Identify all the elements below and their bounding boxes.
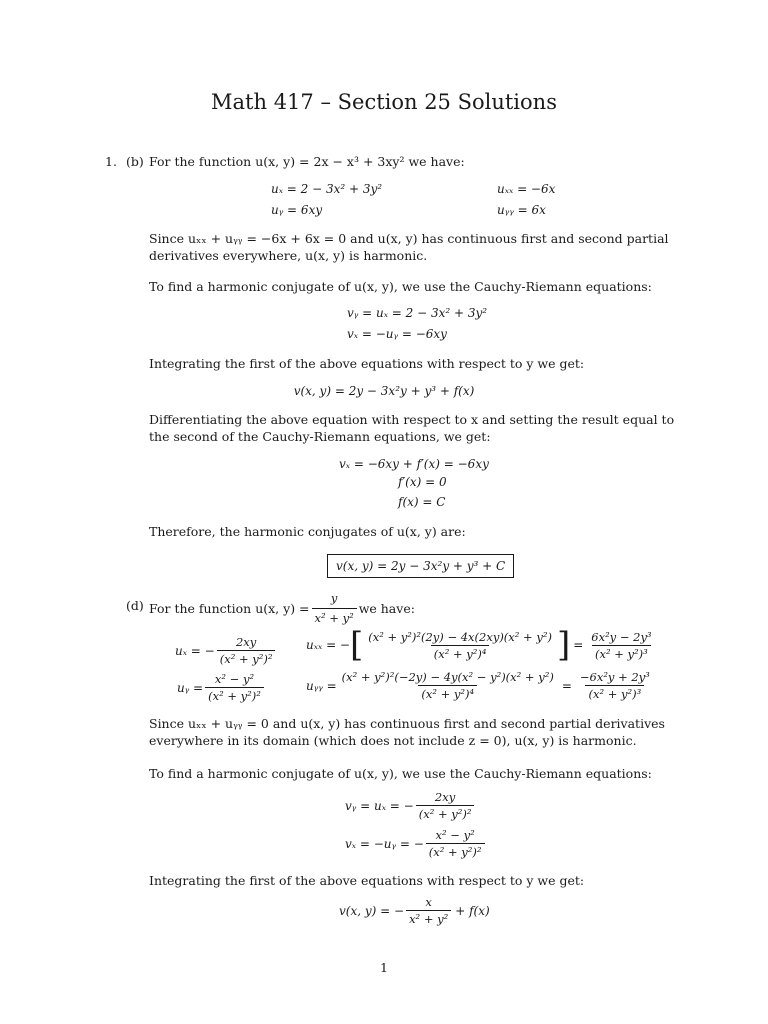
d-eq-uxx-result-fraction [588,630,654,661]
eq-uyy: uᵧᵧ = 6x [497,203,546,217]
diff-equation-3: f(x) = C [398,495,446,509]
v-integral-text: v(x, y) = 2y − 3x²y + y³ + f(x) [293,384,475,398]
fraction-numerator: 2xy [235,635,257,649]
part-d-label: (d) [126,598,144,613]
d-v-integral-equation [339,895,490,926]
fraction-denominator: (x² + y²)² [426,843,485,859]
cr-equation-2: vₓ = −uᵧ = −6xy [347,327,447,341]
problem-number: 1. [105,154,117,169]
part-b-paragraph-harmonic: Since uₓₓ + uᵧᵧ = −6x + 6x = 0 and u(x, y) has continuous first and second partial derivatives everywhere, u(x, y) is harmonic. [149,231,669,263]
fraction-denominator: x² + y² [312,608,357,627]
d-eq-ux [175,635,277,666]
d-v-integral-lhs: v(x, y) = − [339,903,405,918]
part-b-label: (b) [126,154,144,169]
fraction-denominator: (x² + y²)⁴ [418,685,477,701]
fraction-denominator: (x² + y²)² [416,805,475,821]
d-eq-ux-fraction [217,635,276,666]
fraction-numerator: x [425,895,432,909]
d-eq-uyy-fraction [339,670,557,701]
right-bracket: ] [556,625,571,665]
part-d-paragraph-integrate: Integrating the first of the above equations with respect to y we get: [149,873,585,888]
fraction-numerator: x² − y² [435,828,475,842]
eq-ux: uₓ = 2 − 3x² + 3y² [271,182,383,196]
d-eq-uxx-fraction [365,630,555,661]
fraction-denominator: (x² + y²)² [217,650,276,666]
fraction-denominator: (x² + y²)³ [585,685,644,701]
d-cr-equation-1-fraction [416,790,475,821]
d-cr-equation-1 [345,790,476,821]
d-eq-uyy-lhs: uᵧᵧ = [306,678,337,693]
d-eq-uy [177,672,266,703]
fraction-numerator: x² − y² [214,672,255,686]
part-d-intro-post: we have: [358,601,415,616]
d-eq-uyy [306,670,655,701]
diff-equation-2: f′(x) = 0 [398,475,447,489]
fraction-numerator: 6x²y − 2y³ [591,629,652,644]
d-eq-uy-fraction [205,672,264,703]
d-cr-equation-1-lhs: vᵧ = uₓ = − [345,798,414,813]
d-v-integral-fraction [406,895,451,926]
fraction-numerator: −6x²y + 2y³ [579,670,650,684]
part-b-paragraph-conclusion: Therefore, the harmonic conjugates of u(x, y) are: [149,524,466,539]
part-b-paragraph-cr-intro: To find a harmonic conjugate of u(x, y), we use the Cauchy-Riemann equations: [149,279,652,294]
part-b-paragraph-integrate: Integrating the first of the above equations with respect to y we get: [149,356,585,371]
cr-equation-1: vᵧ = uₓ = 2 − 3x² + 3y² [347,306,488,320]
fraction-numerator: 2xy [434,790,456,804]
part-d-paragraph-cr-intro: To find a harmonic conjugate of u(x, y), we use the Cauchy-Riemann equations: [149,766,652,781]
v-integral-equation [0,384,768,398]
equals-sign: = [561,678,572,693]
d-v-integral-rhs: + f(x) [455,903,490,918]
fraction-denominator: (x² + y²)⁴ [431,645,490,661]
part-b-intro: For the function u(x, y) = 2x − x³ + 3xy² we have: [149,154,465,169]
fraction-denominator: x² + y² [406,910,451,926]
diff-equation-1: vₓ = −6xy + f′(x) = −6xy [339,457,489,471]
fraction-denominator: (x² + y²)³ [592,645,651,661]
page-title: Math 417 – Section 25 Solutions [211,90,557,114]
fraction-numerator: y [330,591,338,605]
fraction-numerator: (x² + y²)²(−2y) − 4y(x² − y²)(x² + y²) [341,670,554,684]
d-eq-uy-lhs: uᵧ = [177,680,204,695]
d-cr-equation-2-lhs: vₓ = −uᵧ = − [345,836,424,851]
d-eq-uyy-result-fraction [577,670,653,701]
d-eq-uxx [306,625,657,665]
part-d-paragraph-harmonic: Since uₓₓ + uᵧᵧ = 0 and u(x, y) has continuous first and second partial derivatives everywhere in its domain (which does not include z = 0), u(x, y) is harmonic. [149,716,665,748]
fraction-numerator: (x² + y²)²(2y) − 4x(2xy)(x² + y²) [368,629,552,644]
d-eq-ux-lhs: uₓ = − [175,643,215,658]
eq-uxx: uₓₓ = −6x [497,182,556,196]
page-number: 1 [380,960,388,975]
d-cr-equation-2-fraction [426,828,485,859]
part-d-intro-pre: For the function u(x, y) = [149,601,310,616]
d-eq-uxx-lhs: uₓₓ = − [306,638,350,652]
eq-uy: uᵧ = 6xy [271,203,323,217]
part-d-function-fraction [312,590,357,627]
equals-sign: = [573,638,584,652]
part-d-intro [149,590,415,627]
left-bracket: [ [350,625,364,665]
d-cr-equation-2 [345,828,487,859]
boxed-answer: v(x, y) = 2y − 3x²y + y³ + C [327,554,514,578]
fraction-denominator: (x² + y²)² [205,687,264,703]
part-b-paragraph-differentiate: Differentiating the above equation with respect to x and setting the result equal to the second of the Cauchy-Riemann equations, we get: [149,412,675,444]
